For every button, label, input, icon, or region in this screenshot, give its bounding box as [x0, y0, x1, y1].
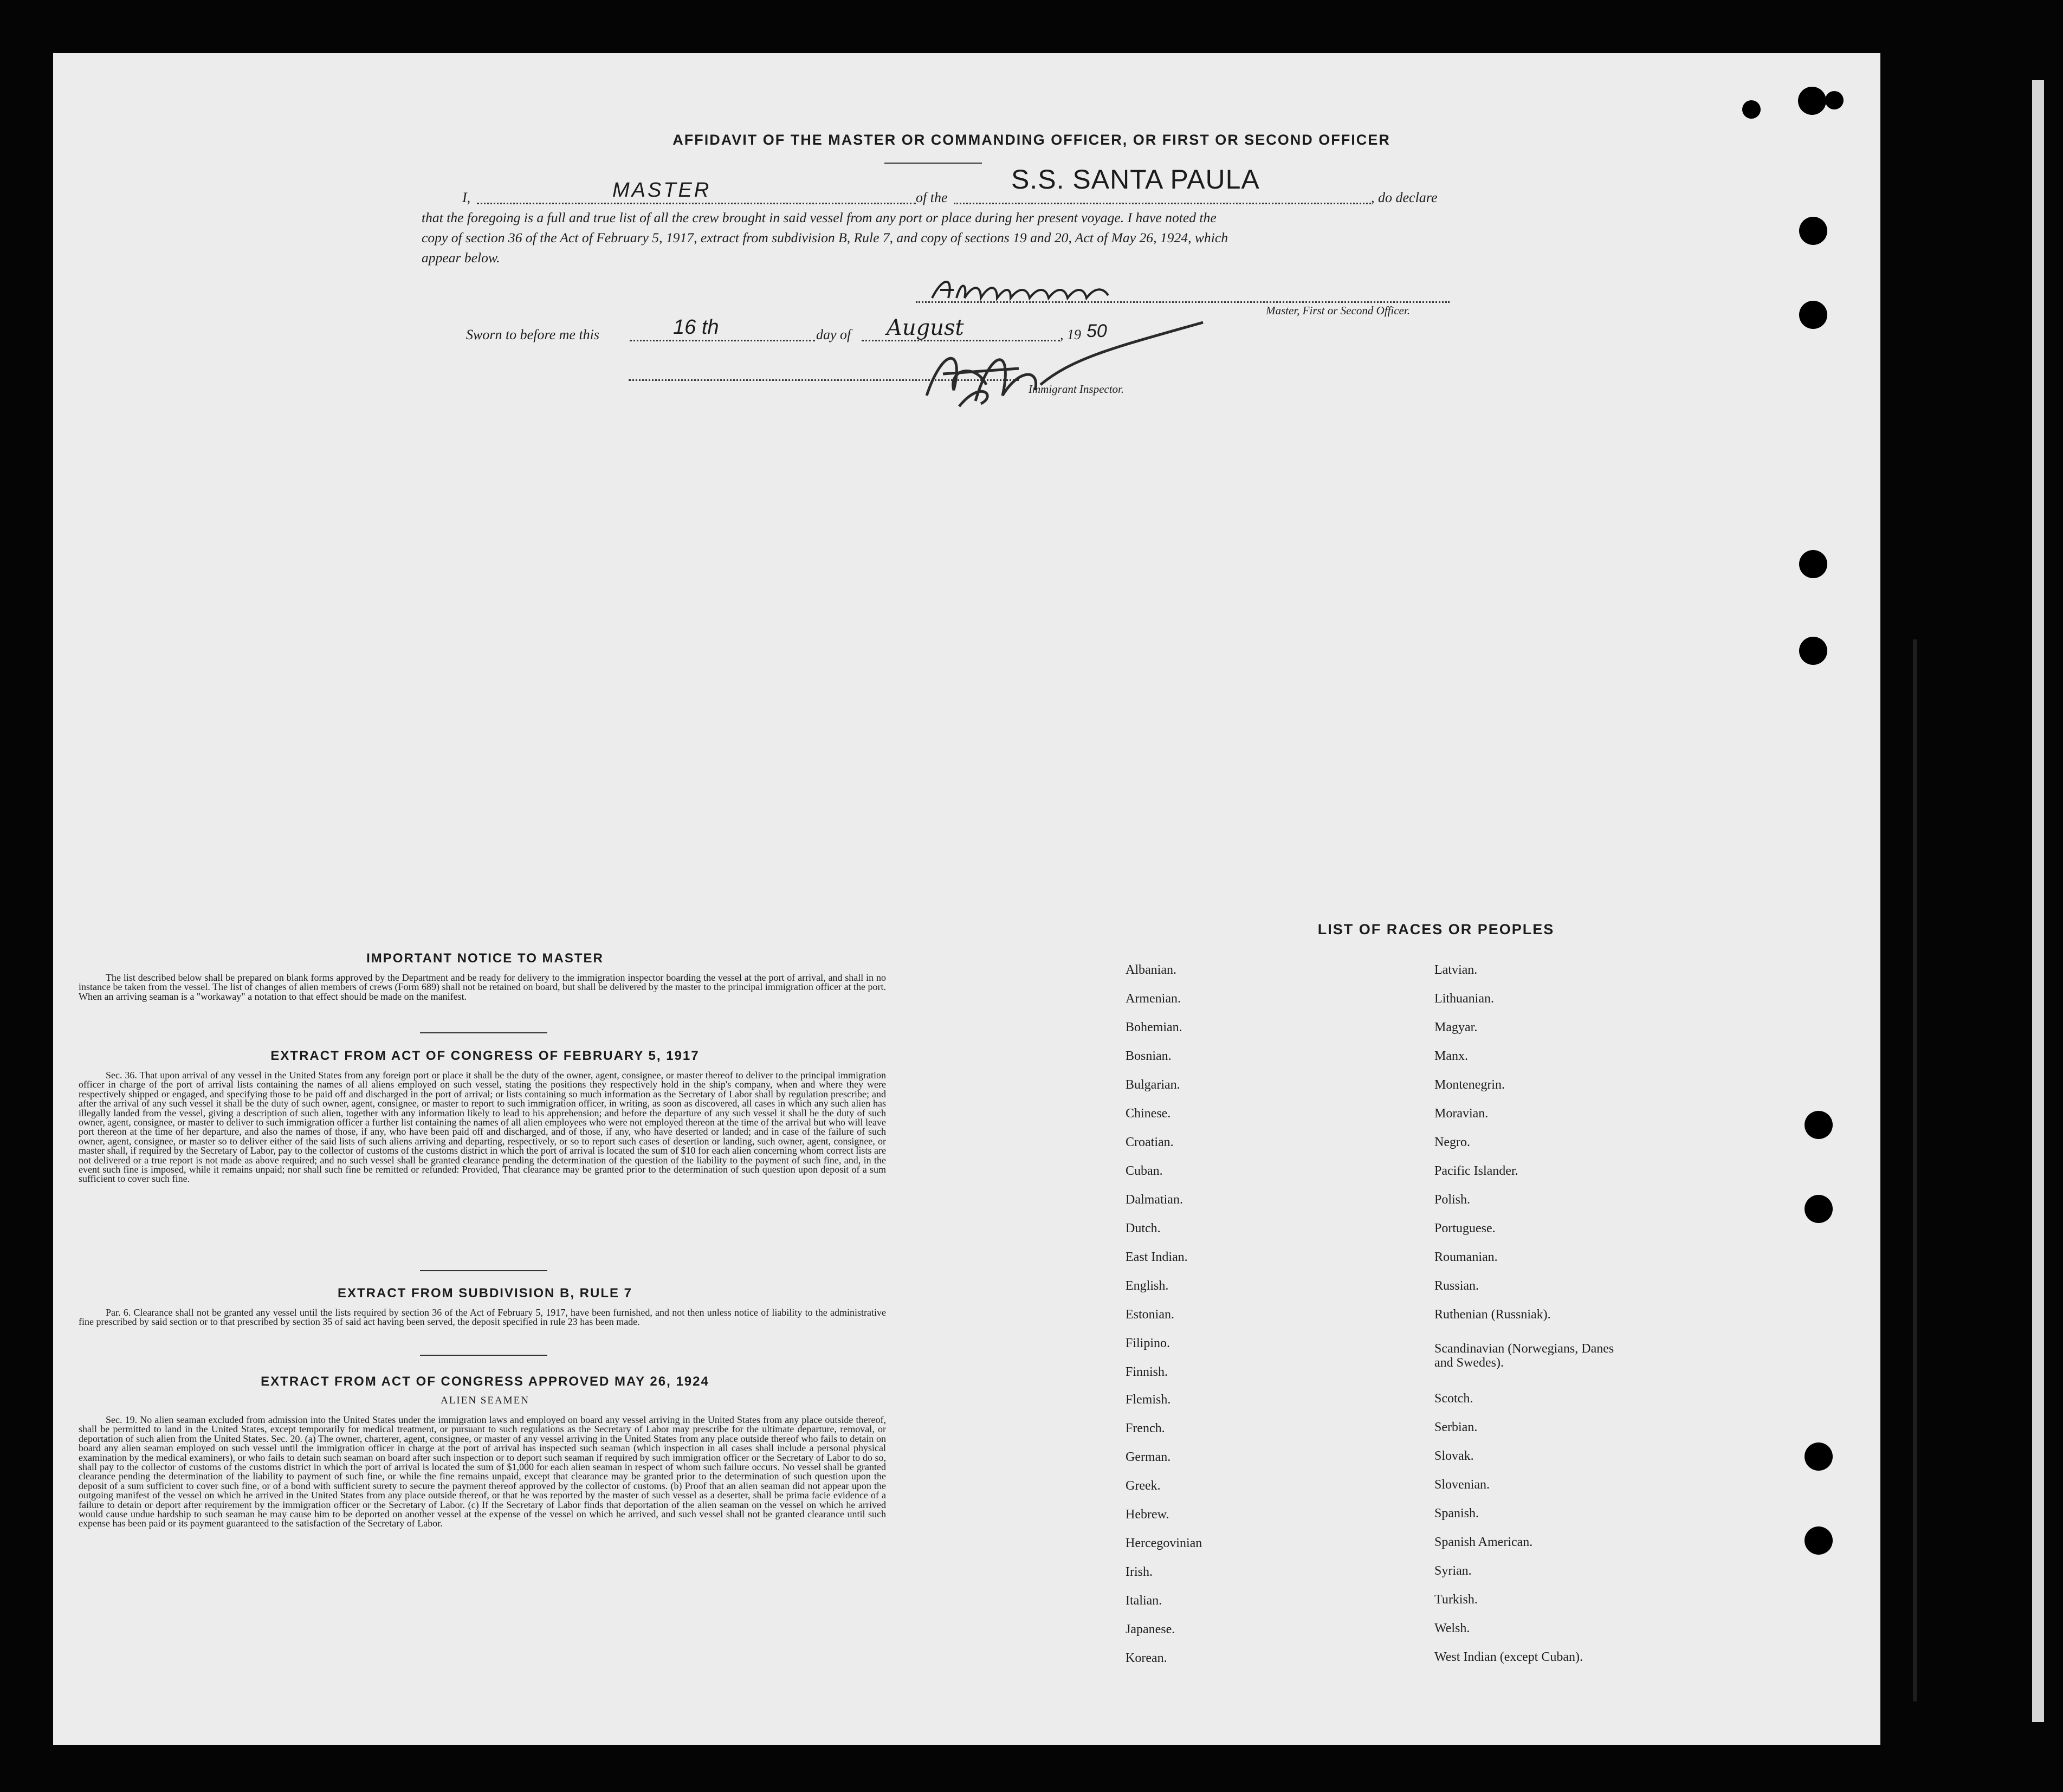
- race-item: Bosnian.: [1126, 1049, 1172, 1063]
- race-item: Montenegrin.: [1434, 1078, 1505, 1092]
- of-the-label: of the: [916, 190, 948, 205]
- punch-hole: [1798, 87, 1826, 115]
- race-item: Moravian.: [1434, 1107, 1489, 1121]
- race-item: Ruthenian (Russniak).: [1434, 1308, 1551, 1322]
- master-signature: [929, 274, 1114, 306]
- affidavit-body-line2: copy of section 36 of the Act of February 5, 1917, extract from subdivision B, Rule 7, and copy of sections 19 and 20, Act of May 26, 1924, which: [422, 230, 1228, 245]
- extract1924-heading: EXTRACT FROM ACT OF CONGRESS APPROVED MAY 26, 1924: [261, 1374, 709, 1389]
- race-item: Slovenian.: [1434, 1478, 1490, 1492]
- punch-hole: [1799, 217, 1827, 245]
- day-handwritten: 16 th: [673, 316, 719, 339]
- punch-hole: [1805, 1442, 1833, 1471]
- race-item: Finnish.: [1126, 1365, 1168, 1379]
- inspector-caption: Immigrant Inspector.: [1029, 383, 1124, 396]
- race-item: Russian.: [1434, 1279, 1479, 1293]
- race-item: Armenian.: [1126, 992, 1181, 1006]
- race-item: Portuguese.: [1434, 1221, 1496, 1235]
- race-item: Croatian.: [1126, 1135, 1174, 1149]
- day-of-label: day of: [816, 327, 851, 342]
- race-item: Negro.: [1434, 1135, 1470, 1149]
- race-item: Dalmatian.: [1126, 1193, 1183, 1207]
- race-item: Filipino.: [1126, 1336, 1170, 1350]
- race-item: Manx.: [1434, 1049, 1468, 1063]
- punch-hole-small: [1825, 91, 1844, 109]
- inspector-signature: [910, 314, 1214, 412]
- race-item: Serbian.: [1434, 1420, 1478, 1434]
- master-caption: Master, First or Second Officer.: [1266, 304, 1410, 317]
- sworn-label: Sworn to before me this: [466, 327, 600, 342]
- race-item: Italian.: [1126, 1594, 1162, 1608]
- punch-hole: [1799, 550, 1827, 578]
- day-line: [630, 340, 815, 341]
- race-item: Slovak.: [1434, 1449, 1474, 1463]
- race-item: Albanian.: [1126, 963, 1176, 977]
- film-edge-line: [1913, 639, 1917, 1702]
- extract1917-heading: EXTRACT FROM ACT OF CONGRESS OF FEBRUARY 5, 1917: [270, 1049, 700, 1063]
- race-item: Welsh.: [1434, 1621, 1470, 1635]
- race-item: East Indian.: [1126, 1250, 1188, 1264]
- race-item: West Indian (except Cuban).: [1434, 1650, 1583, 1664]
- vessel-line: [954, 203, 1371, 204]
- race-item: French.: [1126, 1421, 1165, 1435]
- year-prefix: , 19: [1060, 327, 1081, 342]
- race-item: Japanese.: [1126, 1622, 1175, 1636]
- race-item: English.: [1126, 1279, 1169, 1293]
- race-item: Spanish American.: [1434, 1535, 1533, 1549]
- extract1917-text: Sec. 36. That upon arrival of any vessel in the United States from any foreign port or place it shall be the duty of the owner, agent, consignee, or master thereof to deliver to the principal immigration officer in charge of the port of arrival lists containing the names of all aliens employed on such vessel, stating the positions they respectively hold in the ship's company, when and where they were respectively shipped or engaged, and specifying those to be paid off and discharged in the port of arrival; or lists containing so much information as the Secretary of Labor shall by regulation prescribe; and after the arrival of any such vessel it shall be the duty of such owner, agent, consignee, or master to report to such immigration officer, in writing, as soon as discovered, all cases in which any such alien has illegally landed from the vessel, giving a description of such alien, together with any information likely to lead to his apprehension; and before the departure of any such vessel it shall be the duty of such owner, agent, consignee, or master to deliver to such immigration officer a further list containing the names of all alien employees who were not employed thereon at the time of the arrival but who will leave port thereon at the time of her departure, and also the names of those, if any, who have been paid off and discharged, and of those, if any, who have deserted or landed; and in case of the failure of such owner, agent, consignee, or master so to deliver either of the said lists of such aliens arriving and departing, respectively, or so to report such cases of desertion or landing, such owner, agent, consignee, or master shall, if required by the Secretary of Labor, pay to the collector of customs of the customs district in which the port of arrival is located the sum of $10 for each alien concerning whom correct lists are not delivered or a true report is not made as above required; and no such vessel shall be granted clearance pending the determination of the question of the liability to the payment of such fine, and, in the event such fine is imposed, while it remains unpaid; nor shall such fine be remitted or refunded: Provided, That clearance may be granted prior to the determination of such question upon deposit of a sum sufficient to cover such fine.: [79, 1070, 886, 1185]
- rule7-rule: [420, 1355, 547, 1356]
- race-item: Dutch.: [1126, 1221, 1161, 1235]
- race-item: Lithuanian.: [1434, 992, 1494, 1006]
- vessel-name-stamp: S.S. SANTA PAULA: [1011, 164, 1260, 195]
- title-rule: [884, 163, 982, 164]
- officer-handwritten: MASTER: [612, 179, 712, 202]
- race-item: Turkish.: [1434, 1593, 1478, 1607]
- punch-hole: [1805, 1195, 1833, 1223]
- race-item: Scandinavian (Norwegians, Danes and Swedes).: [1434, 1342, 1614, 1370]
- punch-hole: [1805, 1526, 1833, 1555]
- officer-line: [477, 203, 916, 204]
- race-item: German.: [1126, 1450, 1171, 1464]
- race-item: Scotch.: [1434, 1392, 1473, 1406]
- extract1924-subheading: ALIEN SEAMEN: [441, 1395, 529, 1406]
- race-item: Syrian.: [1434, 1564, 1472, 1578]
- rule7-heading: EXTRACT FROM SUBDIVISION B, RULE 7: [337, 1286, 633, 1301]
- punch-hole: [1799, 637, 1827, 665]
- race-item: Greek.: [1126, 1479, 1161, 1493]
- race-item: Hebrew.: [1126, 1508, 1169, 1522]
- race-item: Bohemian.: [1126, 1020, 1182, 1034]
- race-item: Spanish.: [1434, 1506, 1479, 1521]
- race-item: Korean.: [1126, 1651, 1167, 1665]
- month-handwritten: August: [887, 315, 964, 340]
- extract1924-text: Sec. 19. No alien seaman excluded from admission into the United States under the immigration laws and employed on board any vessel arriving in the United States from any place outside thereof, shall be permitted to land in the United States, except temporarily for medical treatment, or pursuant to such regulations as the Secretary of Labor may prescribe for the ultimate departure, removal, or deportation of such alien from the United States. Sec. 20. (a) The owner, charterer, agent, consignee, or master of any vessel arriving in the United States from any place outside thereof who fails to detain on board any alien seaman employed on such vessel until the immigration officer in charge at the port of arrival has inspected such seaman (which inspection in all cases shall include a personal physical examination by the medical examiners), or who fails to detain such seaman on board after such inspection or to deport such seaman if required by such immigration officer or the Secretary of Labor to do so, shall pay to the collector of customs of the customs district in which the port of arrival is located the sum of $1,000 for each alien seaman in respect of whom such failure occurs. No vessel shall be granted clearance pending the determination of the liability to payment of such fine, or while the fine remains unpaid, except that clearance may be granted prior to the determination of such question upon the deposit of a sum sufficient to cover such fine, or of a bond with sufficient surety to secure the payment thereof approved by the collector of customs. (b) Proof that an alien seaman did not appear upon the outgoing manifest of the vessel on which he arrived in the United States from any place outside thereof, or that he was reported by the master of such vessel as a deserter, shall be prima facie evidence of a failure to detain or deport after requirement by the immigration officer or the Secretary of Labor. (c) If the Secretary of Labor finds that deportation of the alien seaman on the vessel on which he arrived would cause undue hardship to such seaman he may cause him to be deported on another vessel at the expense of the vessel on which he arrived, and such vessel shall not be granted clearance until such expense has been paid or its payment guaranteed to the satisfaction of the Secretary of Labor.: [79, 1414, 886, 1529]
- race-item: Magyar.: [1434, 1020, 1478, 1034]
- race-item: Estonian.: [1126, 1308, 1174, 1322]
- race-item: Irish.: [1126, 1565, 1153, 1579]
- race-item: Hercegovinian: [1126, 1536, 1202, 1550]
- race-item: Latvian.: [1434, 963, 1478, 977]
- race-item: Cuban.: [1126, 1164, 1163, 1178]
- affidavit-i-label: I,: [462, 190, 471, 205]
- races-heading: LIST OF RACES OR PEOPLES: [1317, 921, 1555, 937]
- punch-hole: [1805, 1111, 1833, 1139]
- year-handwritten: 50: [1087, 321, 1107, 341]
- do-declare-label: , do declare: [1371, 190, 1438, 205]
- extract1917-rule: [420, 1270, 547, 1271]
- affidavit-body-line3: appear below.: [422, 250, 500, 266]
- punch-hole: [1799, 301, 1827, 329]
- affidavit-title: AFFIDAVIT OF THE MASTER OR COMMANDING OFFICER, OR FIRST OR SECOND OFFICER: [672, 132, 1391, 148]
- race-item: Flemish.: [1126, 1393, 1171, 1407]
- rule7-text: Par. 6. Clearance shall not be granted any vessel until the lists required by section 36 of the Act of February 5, 1917, have been furnished, and not then unless notice of liability to the administrative fine prescribed by said section or to that prescribed by section 35 of said act having been served, the deposit specified in rule 23 has been made.: [79, 1307, 886, 1328]
- notice-rule: [420, 1032, 547, 1033]
- notice-text: The list described below shall be prepared on blank forms approved by the Department and be ready for delivery to the immigration inspector boarding the vessel at the port of arrival, and shall in no instance be taken from the vessel. The list of changes of alien members of crews (Form 689) shall not be retained on board, but shall be delivered by the master to the principal immigration officer at the port. When an arriving seaman is a "workaway" a notation to that effect should be made on the manifest.: [79, 972, 886, 1002]
- affidavit-body-line1: that the foregoing is a full and true list of all the crew brought in said vessel from any port or place during her present voyage. I have noted the: [422, 210, 1217, 225]
- punch-hole-small: [1742, 100, 1761, 119]
- race-item: Roumanian.: [1434, 1250, 1498, 1264]
- race-item: Polish.: [1434, 1193, 1471, 1207]
- film-edge-strip: [2032, 80, 2044, 1722]
- race-item: Pacific Islander.: [1434, 1164, 1518, 1178]
- race-item: Chinese.: [1126, 1107, 1171, 1121]
- race-item: Bulgarian.: [1126, 1078, 1180, 1092]
- notice-heading: IMPORTANT NOTICE TO MASTER: [366, 951, 604, 966]
